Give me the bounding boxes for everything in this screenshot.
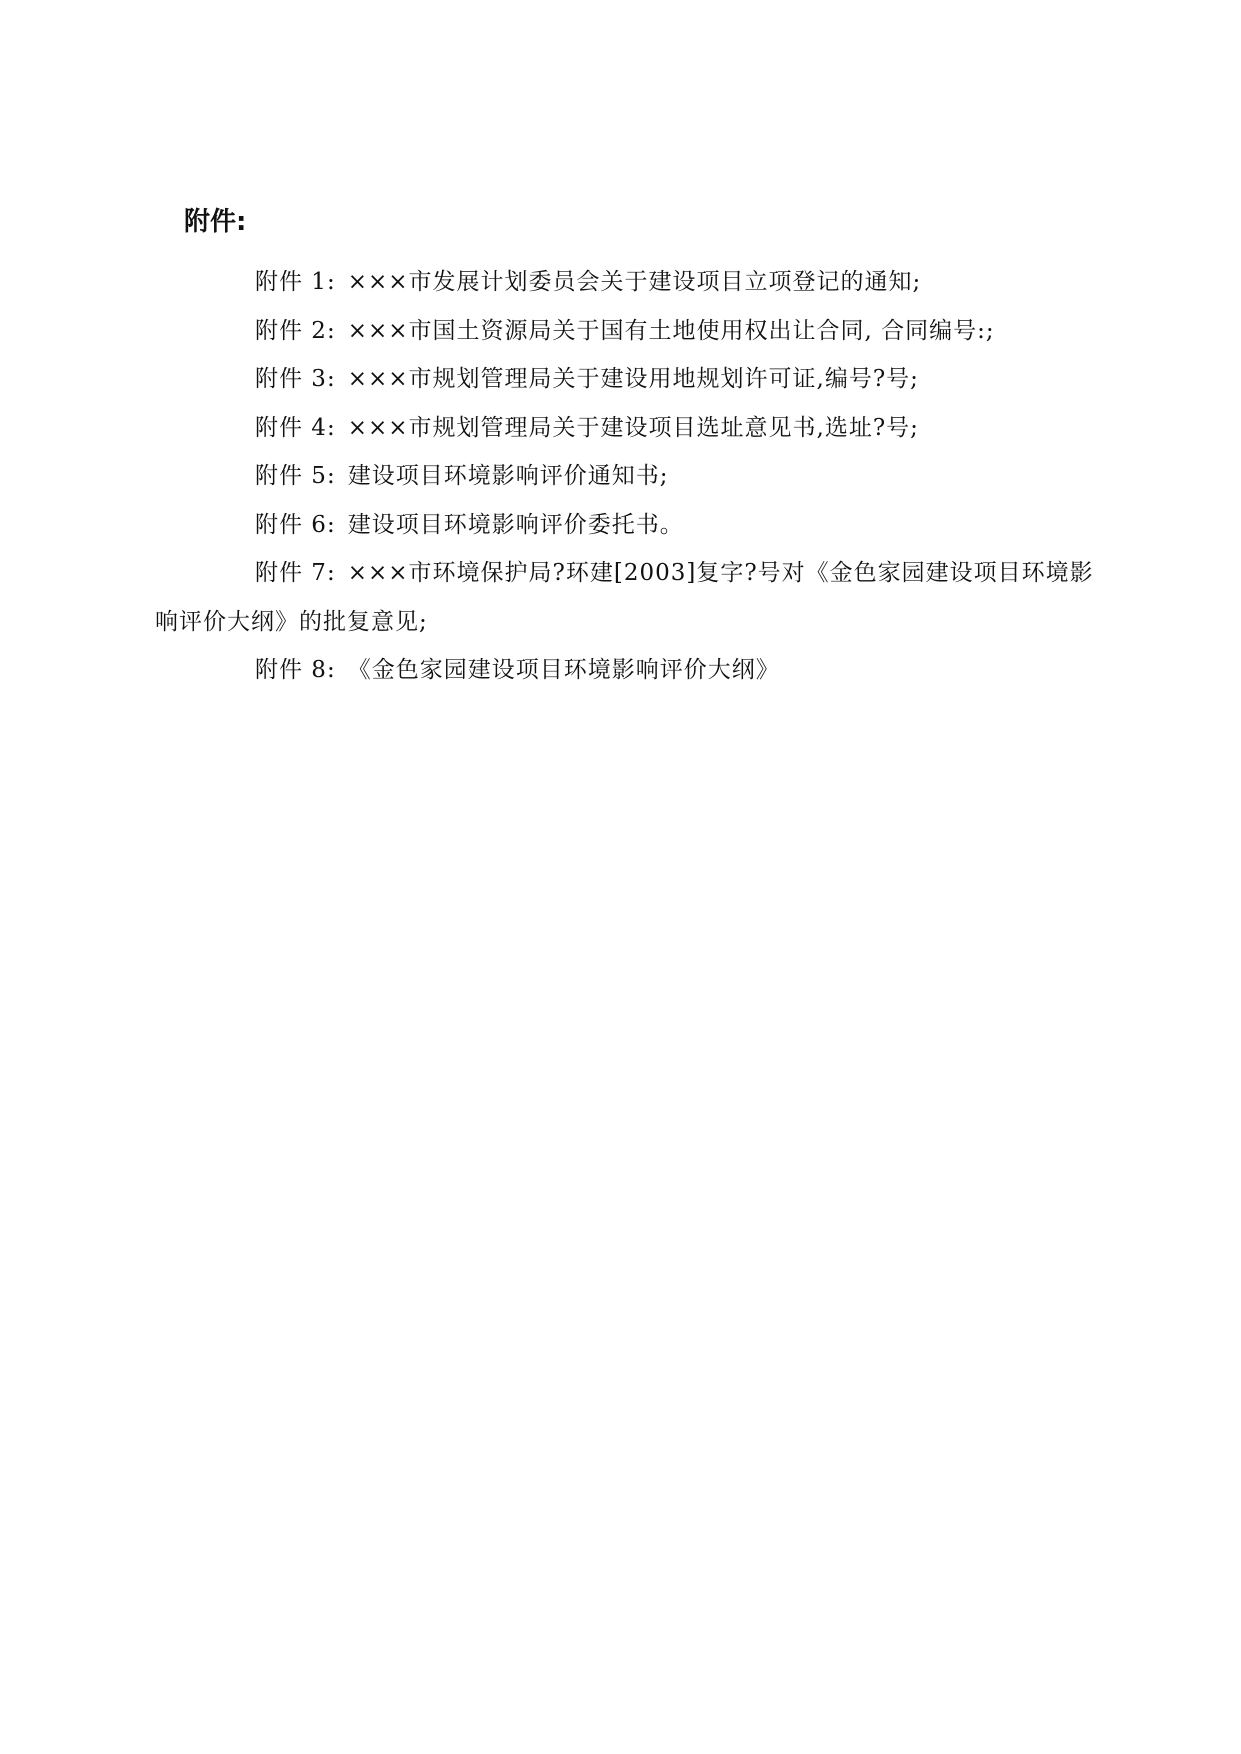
attachment-text: 《金色家园建设项目环境影响评价大纲》: [347, 657, 780, 683]
attachment-text: ×××市发展计划委员会关于建设项目立项登记的通知;: [347, 269, 922, 295]
attachment-item: [155, 404, 1095, 453]
attachment-list: [155, 258, 1095, 695]
attachment-text: ×××市规划管理局关于建设用地规划许可证,编号?号;: [347, 366, 919, 392]
attachment-label: 附件 5:: [255, 463, 336, 489]
attachments-heading: 附件:: [184, 207, 247, 237]
attachment-item: [155, 307, 1095, 356]
attachment-label: 附件 1:: [255, 269, 336, 295]
attachment-item: [155, 549, 1095, 646]
attachment-label: 附件 8:: [255, 657, 336, 683]
attachment-text: 建设项目环境影响评价通知书;: [347, 463, 669, 489]
attachment-item: [155, 452, 1095, 501]
attachment-item: [155, 258, 1095, 307]
attachment-label: 附件 4:: [255, 414, 336, 441]
attachment-item: [155, 355, 1095, 404]
attachment-item: [155, 646, 1095, 695]
attachment-item: [155, 501, 1095, 550]
attachment-text: 建设项目环境影响评价委托书。: [347, 511, 684, 538]
attachment-label: 附件 6:: [255, 511, 336, 538]
attachment-text: ×××市规划管理局关于建设项目选址意见书,选址?号;: [347, 414, 919, 441]
attachment-label: 附件 3:: [255, 366, 336, 392]
attachment-text: ×××市国土资源局关于国有土地使用权出让合同, 合同编号:;: [347, 317, 995, 344]
attachment-text: ×××市环境保护局?环建[2003]复字?号对《金色家园建设项目环境影响评价大纲》的批复意见;: [155, 560, 1094, 635]
attachment-label: 附件 7:: [255, 560, 336, 586]
attachment-label: 附件 2:: [255, 317, 336, 344]
